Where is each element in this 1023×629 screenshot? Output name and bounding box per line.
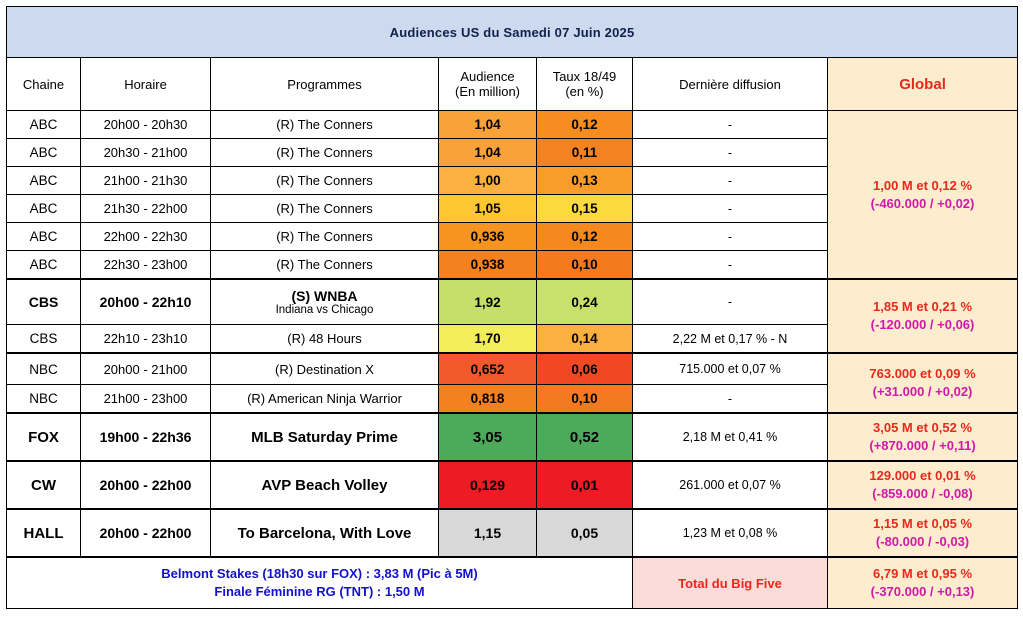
row-taux: 0,14 xyxy=(537,325,633,354)
row-programme-main: (S) WNBA xyxy=(291,288,358,304)
row-programme: (R) Destination X xyxy=(211,353,439,385)
row-derniere-diffusion: - xyxy=(633,195,828,223)
row-programme: AVP Beach Volley xyxy=(211,461,439,509)
row-derniere-diffusion: - xyxy=(633,139,828,167)
row-horaire: 20h00 - 22h00 xyxy=(81,461,211,509)
column-header-programmes: Programmes xyxy=(211,58,439,111)
row-audience: 1,00 xyxy=(439,167,537,195)
cbs-global-cell xyxy=(828,279,1018,353)
fox-global-cell xyxy=(828,413,1018,461)
row-audience: 3,05 xyxy=(439,413,537,461)
row-horaire: 20h00 - 21h00 xyxy=(81,353,211,385)
cbs-global-line2: (-120.000 / +0,06) xyxy=(870,317,975,332)
column-header-horaire: Horaire xyxy=(81,58,211,111)
row-programme: (R) The Conners xyxy=(211,167,439,195)
footer-notes xyxy=(7,557,633,609)
page-title: Audiences US du Samedi 07 Juin 2025 xyxy=(7,7,1018,58)
row-horaire: 20h00 - 22h00 xyxy=(81,509,211,557)
row-chaine: ABC xyxy=(7,167,81,195)
row-programme-sub: Indiana vs Chicago xyxy=(275,304,374,316)
hall-global-line2: (-80.000 / -0,03) xyxy=(875,534,970,549)
column-header-audience xyxy=(439,58,537,111)
row-audience: 0,652 xyxy=(439,353,537,385)
abc-global-line2: (-460.000 / +0,02) xyxy=(870,195,975,211)
column-header-taux-unit: (en %) xyxy=(565,84,604,99)
row-taux: 0,52 xyxy=(537,413,633,461)
row-horaire: 20h30 - 21h00 xyxy=(81,139,211,167)
nbc-global-cell xyxy=(828,353,1018,413)
table-footer-row xyxy=(7,557,1018,609)
row-chaine: ABC xyxy=(7,251,81,280)
footer-note-line1: Belmont Stakes (18h30 sur FOX) : 3,83 M (Pic à 5M) xyxy=(161,565,478,581)
row-programme xyxy=(211,279,439,325)
row-audience: 0,129 xyxy=(439,461,537,509)
column-header-taux xyxy=(537,58,633,111)
column-header-derniere-diffusion: Dernière diffusion xyxy=(633,58,828,111)
row-audience: 0,818 xyxy=(439,385,537,414)
row-derniere-diffusion: - xyxy=(633,251,828,280)
footer-total-label: Total du Big Five xyxy=(633,557,828,609)
table-title-row xyxy=(7,7,1018,58)
column-header-chaine: Chaine xyxy=(7,58,81,111)
audience-table xyxy=(6,6,1018,609)
row-programme: (R) American Ninja Warrior xyxy=(211,385,439,414)
row-audience: 1,15 xyxy=(439,509,537,557)
row-horaire: 21h00 - 21h30 xyxy=(81,167,211,195)
row-chaine: CW xyxy=(7,461,81,509)
row-derniere-diffusion: - xyxy=(633,167,828,195)
row-chaine: FOX xyxy=(7,413,81,461)
cw-global-line1: 129.000 et 0,01 % xyxy=(869,468,976,484)
column-header-global: Global xyxy=(828,58,1018,111)
fox-global-line2: (+870.000 / +0,11) xyxy=(869,438,976,453)
column-header-audience-main: Audience xyxy=(460,69,515,84)
row-chaine: ABC xyxy=(7,195,81,223)
row-taux: 0,24 xyxy=(537,279,633,325)
cbs-global-line1: 1,85 M et 0,21 % xyxy=(873,299,973,315)
abc-global-line1: 1,00 M et 0,12 % xyxy=(873,177,973,193)
table-row xyxy=(7,509,1018,557)
row-programme: (R) 48 Hours xyxy=(211,325,439,354)
abc-global-cell xyxy=(828,111,1018,280)
hall-global-line1: 1,15 M et 0,05 % xyxy=(873,516,973,532)
table-row xyxy=(7,279,1018,325)
nbc-global-line2: (+31.000 / +0,02) xyxy=(872,384,973,399)
row-programme: (R) The Conners xyxy=(211,195,439,223)
table-row xyxy=(7,111,1018,139)
footer-total-line1: 6,79 M et 0,95 % xyxy=(873,566,973,582)
table-row xyxy=(7,353,1018,385)
row-programme: To Barcelona, With Love xyxy=(211,509,439,557)
row-derniere-diffusion: - xyxy=(633,385,828,414)
nbc-global-line1: 763.000 et 0,09 % xyxy=(869,366,976,382)
row-programme: (R) The Conners xyxy=(211,223,439,251)
row-chaine: NBC xyxy=(7,385,81,414)
row-taux: 0,06 xyxy=(537,353,633,385)
row-derniere-diffusion: 715.000 et 0,07 % xyxy=(633,353,828,385)
row-derniere-diffusion: 261.000 et 0,07 % xyxy=(633,461,828,509)
row-taux: 0,15 xyxy=(537,195,633,223)
row-chaine: ABC xyxy=(7,223,81,251)
hall-global-cell xyxy=(828,509,1018,557)
row-taux: 0,10 xyxy=(537,251,633,280)
row-derniere-diffusion: - xyxy=(633,223,828,251)
row-taux: 0,05 xyxy=(537,509,633,557)
row-taux: 0,11 xyxy=(537,139,633,167)
footer-total-line2: (-370.000 / +0,13) xyxy=(870,584,975,599)
fox-global-line1: 3,05 M et 0,52 % xyxy=(873,420,973,436)
table-row xyxy=(7,413,1018,461)
row-chaine: ABC xyxy=(7,139,81,167)
row-programme: (R) The Conners xyxy=(211,111,439,139)
cw-global-cell xyxy=(828,461,1018,509)
row-chaine: NBC xyxy=(7,353,81,385)
row-audience: 1,04 xyxy=(439,139,537,167)
row-taux: 0,01 xyxy=(537,461,633,509)
column-header-taux-main: Taux 18/49 xyxy=(552,69,617,84)
row-taux: 0,12 xyxy=(537,223,633,251)
table-header-row xyxy=(7,58,1018,111)
row-horaire: 19h00 - 22h36 xyxy=(81,413,211,461)
row-derniere-diffusion: 2,18 M et 0,41 % xyxy=(633,413,828,461)
row-audience: 1,92 xyxy=(439,279,537,325)
row-horaire: 22h30 - 23h00 xyxy=(81,251,211,280)
row-audience: 0,936 xyxy=(439,223,537,251)
row-audience: 1,70 xyxy=(439,325,537,354)
row-derniere-diffusion: 2,22 M et 0,17 % - N xyxy=(633,325,828,354)
footer-note-line2: Finale Féminine RG (TNT) : 1,50 M xyxy=(214,584,425,599)
row-programme: MLB Saturday Prime xyxy=(211,413,439,461)
row-horaire: 22h10 - 23h10 xyxy=(81,325,211,354)
row-horaire: 20h00 - 22h10 xyxy=(81,279,211,325)
row-horaire: 22h00 - 22h30 xyxy=(81,223,211,251)
column-header-audience-unit: (En million) xyxy=(454,84,520,99)
row-chaine: CBS xyxy=(7,325,81,354)
table-row xyxy=(7,461,1018,509)
row-chaine: CBS xyxy=(7,279,81,325)
row-horaire: 21h30 - 22h00 xyxy=(81,195,211,223)
row-chaine: ABC xyxy=(7,111,81,139)
row-horaire: 21h00 - 23h00 xyxy=(81,385,211,414)
row-chaine: HALL xyxy=(7,509,81,557)
row-derniere-diffusion: - xyxy=(633,279,828,325)
row-taux: 0,10 xyxy=(537,385,633,414)
row-programme: (R) The Conners xyxy=(211,139,439,167)
row-horaire: 20h00 - 20h30 xyxy=(81,111,211,139)
row-audience: 1,05 xyxy=(439,195,537,223)
cw-global-line2: (-859.000 / -0,08) xyxy=(872,486,973,501)
row-derniere-diffusion: - xyxy=(633,111,828,139)
footer-total-global xyxy=(828,557,1018,609)
row-programme: (R) The Conners xyxy=(211,251,439,280)
row-audience: 0,938 xyxy=(439,251,537,280)
row-taux: 0,12 xyxy=(537,111,633,139)
row-derniere-diffusion: 1,23 M et 0,08 % xyxy=(633,509,828,557)
row-audience: 1,04 xyxy=(439,111,537,139)
row-taux: 0,13 xyxy=(537,167,633,195)
